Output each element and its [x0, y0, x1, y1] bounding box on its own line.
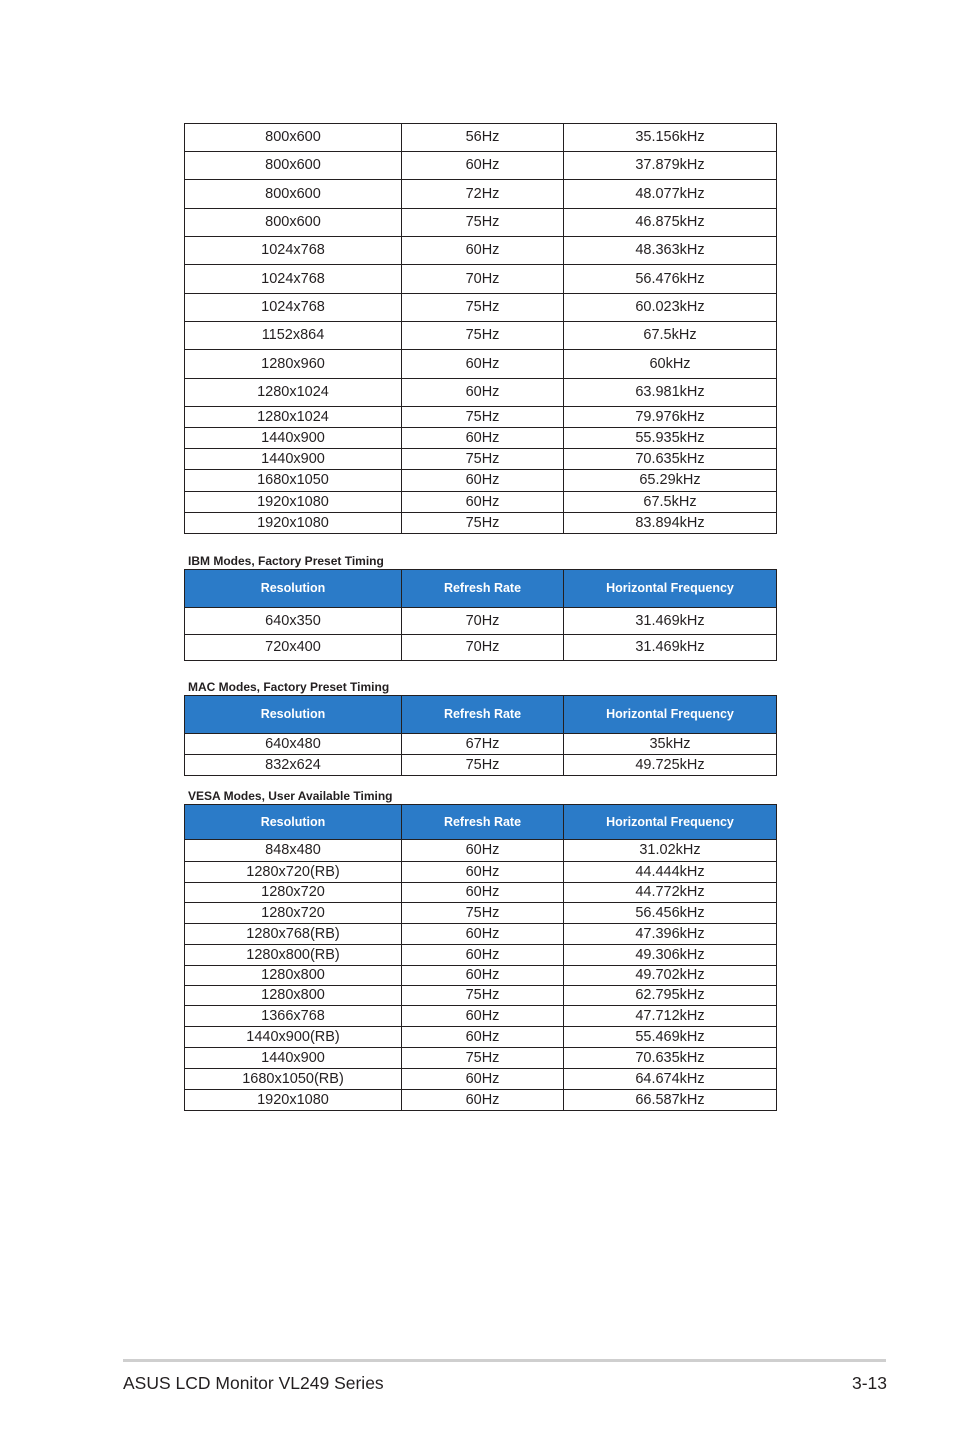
cell-horizontal-frequency: 67.5kHz: [564, 492, 777, 513]
cell-horizontal-frequency: 55.935kHz: [564, 428, 777, 449]
cell-horizontal-frequency: 35kHz: [564, 734, 777, 755]
cell-resolution: 640x480: [185, 734, 402, 755]
table-body: [185, 608, 777, 661]
cell-horizontal-frequency: 49.306kHz: [564, 945, 777, 966]
table-body: [185, 840, 777, 1111]
table-row: [185, 322, 777, 350]
cell-horizontal-frequency: 65.29kHz: [564, 470, 777, 492]
column-header-horizontal-frequency: Horizontal Frequency: [564, 696, 777, 734]
cell-refresh-rate: 60Hz: [402, 350, 564, 379]
cell-refresh-rate: 75Hz: [402, 1048, 564, 1069]
table-row: [185, 966, 777, 986]
cell-refresh-rate: 75Hz: [402, 755, 564, 776]
column-header-refresh-rate: Refresh Rate: [402, 805, 564, 840]
table-row: [185, 840, 777, 862]
table-row: [185, 180, 777, 209]
table-row: [185, 734, 777, 755]
cell-horizontal-frequency: 47.396kHz: [564, 924, 777, 945]
cell-horizontal-frequency: 83.894kHz: [564, 513, 777, 534]
table-row: [185, 608, 777, 635]
cell-horizontal-frequency: 56.456kHz: [564, 903, 777, 924]
cell-refresh-rate: 75Hz: [402, 903, 564, 924]
cell-resolution: 1280x720: [185, 903, 402, 924]
cell-horizontal-frequency: 44.772kHz: [564, 883, 777, 903]
vesa-timing-table: [184, 804, 777, 1111]
cell-resolution: 1440x900(RB): [185, 1027, 402, 1048]
mac-timing-table: [184, 695, 777, 776]
table-row: [185, 635, 777, 661]
footer-page-number: 3-13: [851, 1373, 887, 1393]
cell-resolution: 1440x900: [185, 428, 402, 449]
cell-resolution: 1366x768: [185, 1006, 402, 1027]
cell-resolution: 1280x768(RB): [185, 924, 402, 945]
cell-resolution: 720x400: [185, 635, 402, 661]
cell-horizontal-frequency: 60kHz: [564, 350, 777, 379]
table-row: [185, 237, 777, 265]
table-row: [185, 294, 777, 322]
cell-refresh-rate: 67Hz: [402, 734, 564, 755]
column-header-resolution: Resolution: [185, 696, 402, 734]
cell-refresh-rate: 75Hz: [402, 986, 564, 1006]
table-header: [185, 696, 777, 734]
table-row: [185, 407, 777, 428]
cell-refresh-rate: 60Hz: [402, 862, 564, 883]
cell-refresh-rate: 75Hz: [402, 513, 564, 534]
cell-refresh-rate: 60Hz: [402, 428, 564, 449]
cell-refresh-rate: 75Hz: [402, 294, 564, 322]
timing-table-continued: [184, 123, 777, 534]
cell-horizontal-frequency: 37.879kHz: [564, 152, 777, 180]
cell-resolution: 1152x864: [185, 322, 402, 350]
cell-horizontal-frequency: 35.156kHz: [564, 124, 777, 152]
cell-resolution: 1024x768: [185, 237, 402, 265]
table-row: [185, 449, 777, 470]
cell-resolution: 1280x960: [185, 350, 402, 379]
cell-horizontal-frequency: 64.674kHz: [564, 1069, 777, 1090]
cell-resolution: 800x600: [185, 124, 402, 152]
cell-horizontal-frequency: 31.02kHz: [564, 840, 777, 862]
table-row: [185, 755, 777, 776]
cell-resolution: 1280x800: [185, 966, 402, 986]
cell-refresh-rate: 75Hz: [402, 322, 564, 350]
column-header-refresh-rate: Refresh Rate: [402, 570, 564, 608]
cell-horizontal-frequency: 60.023kHz: [564, 294, 777, 322]
table-row: [185, 862, 777, 883]
cell-horizontal-frequency: 48.077kHz: [564, 180, 777, 209]
ibm-section-label: IBM Modes, Factory Preset Timing: [188, 554, 384, 568]
cell-horizontal-frequency: 63.981kHz: [564, 379, 777, 407]
table-body: [185, 124, 777, 534]
footer-document-title: ASUS LCD Monitor VL249 Series: [123, 1373, 384, 1393]
cell-refresh-rate: 60Hz: [402, 470, 564, 492]
cell-refresh-rate: 75Hz: [402, 449, 564, 470]
cell-horizontal-frequency: 46.875kHz: [564, 209, 777, 237]
column-header-resolution: Resolution: [185, 570, 402, 608]
column-header-resolution: Resolution: [185, 805, 402, 840]
mac-section-label: MAC Modes, Factory Preset Timing: [188, 680, 390, 694]
cell-resolution: 1280x800: [185, 986, 402, 1006]
table-row: [185, 1027, 777, 1048]
cell-refresh-rate: 60Hz: [402, 1027, 564, 1048]
cell-resolution: 1280x1024: [185, 379, 402, 407]
table-row: [185, 986, 777, 1006]
cell-resolution: 1280x1024: [185, 407, 402, 428]
cell-horizontal-frequency: 66.587kHz: [564, 1090, 777, 1111]
cell-horizontal-frequency: 49.725kHz: [564, 755, 777, 776]
cell-resolution: 1280x720: [185, 883, 402, 903]
cell-resolution: 832x624: [185, 755, 402, 776]
table-row: [185, 903, 777, 924]
table-row: [185, 379, 777, 407]
cell-horizontal-frequency: 55.469kHz: [564, 1027, 777, 1048]
cell-refresh-rate: 60Hz: [402, 379, 564, 407]
cell-horizontal-frequency: 47.712kHz: [564, 1006, 777, 1027]
cell-resolution: 640x350: [185, 608, 402, 635]
table-row: [185, 209, 777, 237]
cell-refresh-rate: 72Hz: [402, 180, 564, 209]
cell-horizontal-frequency: 56.476kHz: [564, 265, 777, 294]
cell-refresh-rate: 70Hz: [402, 265, 564, 294]
table-body: [185, 734, 777, 776]
cell-horizontal-frequency: 70.635kHz: [564, 1048, 777, 1069]
cell-horizontal-frequency: 70.635kHz: [564, 449, 777, 470]
cell-resolution: 1440x900: [185, 1048, 402, 1069]
cell-refresh-rate: 60Hz: [402, 1006, 564, 1027]
table-row: [185, 350, 777, 379]
cell-resolution: 1024x768: [185, 265, 402, 294]
table-row: [185, 924, 777, 945]
table-row: [185, 492, 777, 513]
table-row: [185, 513, 777, 534]
cell-horizontal-frequency: 44.444kHz: [564, 862, 777, 883]
cell-horizontal-frequency: 48.363kHz: [564, 237, 777, 265]
cell-horizontal-frequency: 62.795kHz: [564, 986, 777, 1006]
table-row: [185, 152, 777, 180]
cell-resolution: 848x480: [185, 840, 402, 862]
table-row: [185, 945, 777, 966]
cell-refresh-rate: 60Hz: [402, 1069, 564, 1090]
cell-horizontal-frequency: 79.976kHz: [564, 407, 777, 428]
cell-horizontal-frequency: 67.5kHz: [564, 322, 777, 350]
cell-resolution: 1680x1050: [185, 470, 402, 492]
table-header: [185, 805, 777, 840]
cell-refresh-rate: 70Hz: [402, 635, 564, 661]
cell-resolution: 1440x900: [185, 449, 402, 470]
cell-refresh-rate: 60Hz: [402, 1090, 564, 1111]
column-header-refresh-rate: Refresh Rate: [402, 696, 564, 734]
ibm-timing-table: [184, 569, 777, 661]
table-row: [185, 1048, 777, 1069]
table-header: [185, 570, 777, 608]
cell-resolution: 1024x768: [185, 294, 402, 322]
cell-resolution: 1920x1080: [185, 492, 402, 513]
cell-refresh-rate: 60Hz: [402, 237, 564, 265]
cell-refresh-rate: 60Hz: [402, 966, 564, 986]
column-header-horizontal-frequency: Horizontal Frequency: [564, 805, 777, 840]
footer-divider: [123, 1359, 886, 1362]
cell-horizontal-frequency: 49.702kHz: [564, 966, 777, 986]
cell-refresh-rate: 56Hz: [402, 124, 564, 152]
table-row: [185, 470, 777, 492]
cell-horizontal-frequency: 31.469kHz: [564, 635, 777, 661]
cell-resolution: 800x600: [185, 152, 402, 180]
cell-refresh-rate: 70Hz: [402, 608, 564, 635]
cell-refresh-rate: 60Hz: [402, 152, 564, 180]
cell-resolution: 1920x1080: [185, 513, 402, 534]
table-row: [185, 883, 777, 903]
cell-resolution: 1280x800(RB): [185, 945, 402, 966]
cell-resolution: 1920x1080: [185, 1090, 402, 1111]
table-row: [185, 124, 777, 152]
cell-refresh-rate: 60Hz: [402, 840, 564, 862]
cell-refresh-rate: 60Hz: [402, 492, 564, 513]
cell-refresh-rate: 60Hz: [402, 945, 564, 966]
table-row: [185, 428, 777, 449]
cell-refresh-rate: 60Hz: [402, 883, 564, 903]
table-row: [185, 265, 777, 294]
cell-horizontal-frequency: 31.469kHz: [564, 608, 777, 635]
cell-resolution: 1280x720(RB): [185, 862, 402, 883]
cell-resolution: 1680x1050(RB): [185, 1069, 402, 1090]
table-row: [185, 1006, 777, 1027]
cell-refresh-rate: 60Hz: [402, 924, 564, 945]
cell-refresh-rate: 75Hz: [402, 209, 564, 237]
table-row: [185, 1069, 777, 1090]
cell-refresh-rate: 75Hz: [402, 407, 564, 428]
vesa-section-label: VESA Modes, User Available Timing: [188, 789, 393, 803]
table-row: [185, 1090, 777, 1111]
column-header-horizontal-frequency: Horizontal Frequency: [564, 570, 777, 608]
cell-resolution: 800x600: [185, 209, 402, 237]
cell-resolution: 800x600: [185, 180, 402, 209]
